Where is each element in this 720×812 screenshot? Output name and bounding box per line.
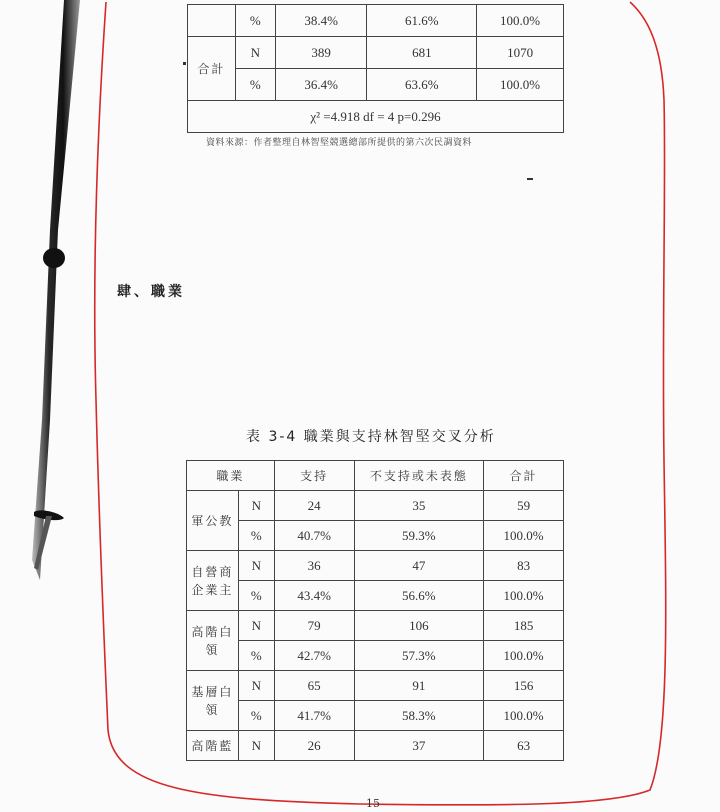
oppose-cell: 56.6% [354,581,484,611]
table-caption: 表 3-4 職業與支持林智堅交叉分析 [246,429,496,445]
table-row [187,581,564,611]
oppose-cell: 63.6% [367,69,477,101]
table-row [187,551,564,581]
support-cell: 43.4% [274,581,354,611]
oppose-cell: 681 [367,37,477,69]
stat-cell: % [238,581,274,611]
stat-cell: N [238,611,274,641]
chi-square-stats: χ² =4.918 df = 4 p=0.296 [188,101,564,133]
oppose-cell: 61.6% [367,5,477,37]
group-label: 軍公教 [187,491,239,551]
ink-dash [527,178,533,180]
table-row [187,521,564,551]
header-total: 合計 [484,461,564,491]
support-cell: 41.7% [274,701,354,731]
pen-shadow [0,0,120,620]
chi-square-row [188,101,564,133]
oppose-cell: 91 [354,671,484,701]
group-label: 高階藍 [187,731,239,761]
header-row [187,461,564,491]
total-cell: 100.0% [484,581,564,611]
stat-cell: N [238,671,274,701]
support-cell: 26 [274,731,354,761]
stat-cell: % [238,641,274,671]
support-cell: 65 [274,671,354,701]
table-row [187,731,564,761]
total-cell: 59 [484,491,564,521]
total-cell: 156 [484,671,564,701]
stat-cell: N [238,551,274,581]
total-cell: 100.0% [477,69,564,101]
stat-cell: N [238,491,274,521]
stat-cell: % [238,701,274,731]
stat-cell: % [235,69,275,101]
total-cell: 83 [484,551,564,581]
stat-cell: N [235,37,275,69]
table-row [187,701,564,731]
oppose-cell: 58.3% [354,701,484,731]
oppose-cell: 57.3% [354,641,484,671]
group-label: 基層白領 [187,671,239,731]
total-cell: 100.0% [484,521,564,551]
support-cell: 36 [274,551,354,581]
header-occupation: 職業 [187,461,275,491]
support-cell: 40.7% [274,521,354,551]
support-cell: 38.4% [275,5,367,37]
stat-cell: % [238,521,274,551]
group-cell [188,5,236,37]
support-cell: 79 [274,611,354,641]
support-cell: 42.7% [274,641,354,671]
oppose-cell: 106 [354,611,484,641]
support-cell: 389 [275,37,367,69]
total-cell: 185 [484,611,564,641]
support-cell: 36.4% [275,69,367,101]
group-label: 高階白領 [187,611,239,671]
occupation-crosstab-table [186,460,564,761]
group-label-total: 合計 [188,37,236,101]
ink-dot [183,62,186,65]
source-note: 資料來源：作者整理自林智堅競選總部所提供的第六次民調資料 [206,138,473,148]
table-row [188,37,564,69]
stat-cell: N [238,731,274,761]
group-label: 自營商企業主 [187,551,239,611]
stat-cell: % [235,5,275,37]
table-row [188,5,564,37]
page-number: 15 [366,797,380,810]
header-support: 支持 [274,461,354,491]
table-row [187,671,564,701]
total-cell: 100.0% [477,5,564,37]
oppose-cell: 59.3% [354,521,484,551]
total-cell: 100.0% [484,701,564,731]
table-row [187,491,564,521]
top-summary-table [187,4,564,133]
oppose-cell: 47 [354,551,484,581]
table-row [187,611,564,641]
section-heading: 肆、職業 [117,284,185,300]
table-row [188,69,564,101]
total-cell: 63 [484,731,564,761]
support-cell: 24 [274,491,354,521]
oppose-cell: 37 [354,731,484,761]
header-oppose: 不支持或未表態 [354,461,484,491]
oppose-cell: 35 [354,491,484,521]
total-cell: 1070 [477,37,564,69]
table-row [187,641,564,671]
total-cell: 100.0% [484,641,564,671]
